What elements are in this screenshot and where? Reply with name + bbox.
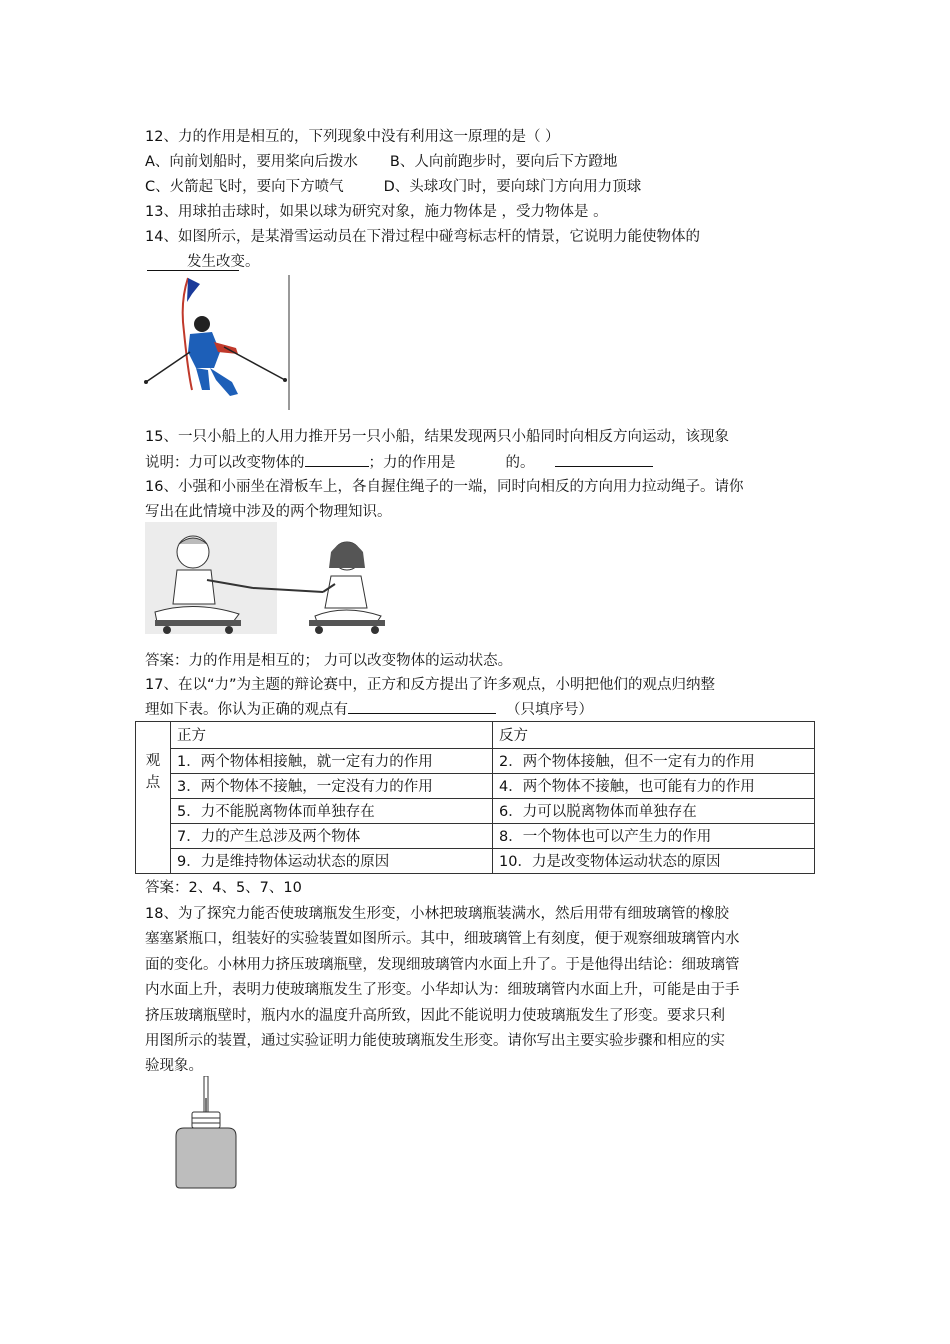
row-pro: 1．两个物体相接触，就一定有力的作用 <box>171 748 493 773</box>
glass-bottle <box>176 1128 236 1188</box>
row-con: 8．一个物体也可以产生力的作用 <box>493 823 815 848</box>
q15-line2 <box>145 452 653 473</box>
wheel-4 <box>371 626 379 634</box>
q17-line2-a: 理如下表。你认为正确的观点有 <box>145 702 348 718</box>
pole-tip-left <box>144 380 148 384</box>
q15-line2-b: ；力的作用是 <box>368 455 456 471</box>
q13-text: 13、用球拍击球时，如果以球为研究对象，施力物体是 ，受力物体是 。 <box>145 204 608 220</box>
row-con: 4．两个物体不接触，也可能有力的作用 <box>493 773 815 798</box>
q18-line: 内水面上升，表明力使玻璃瓶发生了形变。小华却认为：细玻璃管内水面上升，可能是由于手 <box>145 982 740 998</box>
skier-leg-right <box>210 368 238 396</box>
q17-line1: 17、在以“力”为主题的辩论赛中，正方和反方提出了许多观点，小明把他们的观点归纳整 <box>145 677 715 693</box>
q15-blank-1 <box>305 452 369 467</box>
boy-body <box>173 570 215 604</box>
q12-option-a: A、向前划船时，要用桨向后拨水 <box>145 154 358 170</box>
boy-skateboard <box>155 620 241 626</box>
row-pro: 7．力的产生总涉及两个物体 <box>171 823 493 848</box>
q17-answer: 答案：2、4、5、7、10 <box>145 880 302 896</box>
side-label-text: 观点 <box>145 753 161 791</box>
skier-body <box>188 332 220 368</box>
q14-line2 <box>145 252 260 272</box>
skier-leg-left <box>196 368 210 390</box>
q14-line2-tail: 发生改变。 <box>187 254 260 270</box>
table-row <box>136 848 815 873</box>
table-row <box>136 798 815 823</box>
row-pro: 9．力是维持物体运动状态的原因 <box>171 848 493 873</box>
wheel-2 <box>225 626 233 634</box>
q18-line: 验现象。 <box>145 1058 203 1074</box>
rubber-stopper <box>192 1112 220 1128</box>
wheel-3 <box>315 626 323 634</box>
q12-option-b: B、人向前跑步时，要向后下方蹬地 <box>389 154 618 170</box>
row-con: 10．力是改变物体运动状态的原因 <box>493 848 815 873</box>
header-con: 反方 <box>493 722 815 749</box>
q17-answer-blank <box>348 699 496 714</box>
row-con: 2．两个物体接触，但不一定有力的作用 <box>493 748 815 773</box>
skier-figure <box>140 272 295 412</box>
q18-line: 塞塞紧瓶口，组装好的实验装置如图所示。其中，细玻璃管上有刻度，便于观察细玻璃管内水 <box>145 931 740 947</box>
q15-line2-c: 的。 <box>505 455 535 471</box>
girl-body <box>325 576 367 608</box>
q12-stem: 12、力的作用是相互的，下列现象中没有利用这一原理的是（ ） <box>145 129 560 145</box>
q16-line1: 16、小强和小丽坐在滑板车上，各自握住绳子的一端，同时向相反的方向用力拉动绳子。请你 <box>145 479 744 495</box>
q12-option-c: C、火箭起飞时，要向下方喷气 <box>145 179 344 195</box>
q17-line2 <box>145 699 593 720</box>
q12-options-row2 <box>145 177 641 197</box>
table-row <box>136 823 815 848</box>
q14-line1: 14、如图所示，是某滑雪运动员在下滑过程中碰弯标志杆的情景，它说明力能使物体的 <box>145 229 700 245</box>
girl-hair <box>329 542 365 568</box>
q15-line1: 15、一只小船上的人用力推开另一只小船，结果发现两只小船同时向相反方向运动，该现象 <box>145 429 729 445</box>
side-label <box>136 748 171 873</box>
bottle-apparatus-figure <box>170 1076 242 1190</box>
ski-pole-right <box>224 347 285 380</box>
q15-line2-a: 说明：力可以改变物体的 <box>145 455 305 471</box>
q18-line: 用图所示的装置，通过实验证明力能使玻璃瓶发生形变。请你写出主要实验步骤和相应的实 <box>145 1033 725 1049</box>
pole-tip-right <box>283 378 287 382</box>
q18-line: 面的变化。小林用力挤压玻璃瓶壁，发现细玻璃管内水面上升了。于是他得出结论：细玻璃管 <box>145 957 740 973</box>
q15-blank-2 <box>555 452 653 467</box>
row-pro: 5．力不能脱离物体而单独存在 <box>171 798 493 823</box>
girl-skateboard <box>309 620 385 626</box>
q18-line: 挤压玻璃瓶壁时，瓶内水的温度升高所致，因此不能说明力使玻璃瓶发生了形变。要求只利 <box>145 1008 725 1024</box>
tug-of-war-figure <box>145 522 395 640</box>
header-pro: 正方 <box>171 722 493 749</box>
q12-options-row1 <box>145 152 617 172</box>
q16-answer: 答案：力的作用是相互的； 力可以改变物体的运动状态。 <box>145 653 513 669</box>
table-corner <box>136 722 171 749</box>
q14-answer-blank <box>147 270 239 271</box>
wheel-1 <box>163 626 171 634</box>
ski-pole-left <box>146 352 190 382</box>
table-row <box>136 773 815 798</box>
flag <box>187 278 200 302</box>
q17-line2-b: （只填序号） <box>506 702 593 718</box>
table-row <box>136 748 815 773</box>
skier-head <box>194 316 210 332</box>
debate-table <box>135 721 815 874</box>
row-con: 6．力可以脱离物体而单独存在 <box>493 798 815 823</box>
q14-blank-spacer <box>145 252 187 266</box>
q18-line: 18、为了探究力能否使玻璃瓶发生形变，小林把玻璃瓶装满水，然后用带有细玻璃管的橡胶 <box>145 906 729 922</box>
q16-line2: 写出在此情境中涉及的两个物理知识。 <box>145 504 392 520</box>
table-header-row <box>136 722 815 749</box>
q12-option-d: D、头球攻门时，要向球门方向用力顶球 <box>383 179 642 195</box>
row-pro: 3．两个物体不接触，一定没有力的作用 <box>171 773 493 798</box>
